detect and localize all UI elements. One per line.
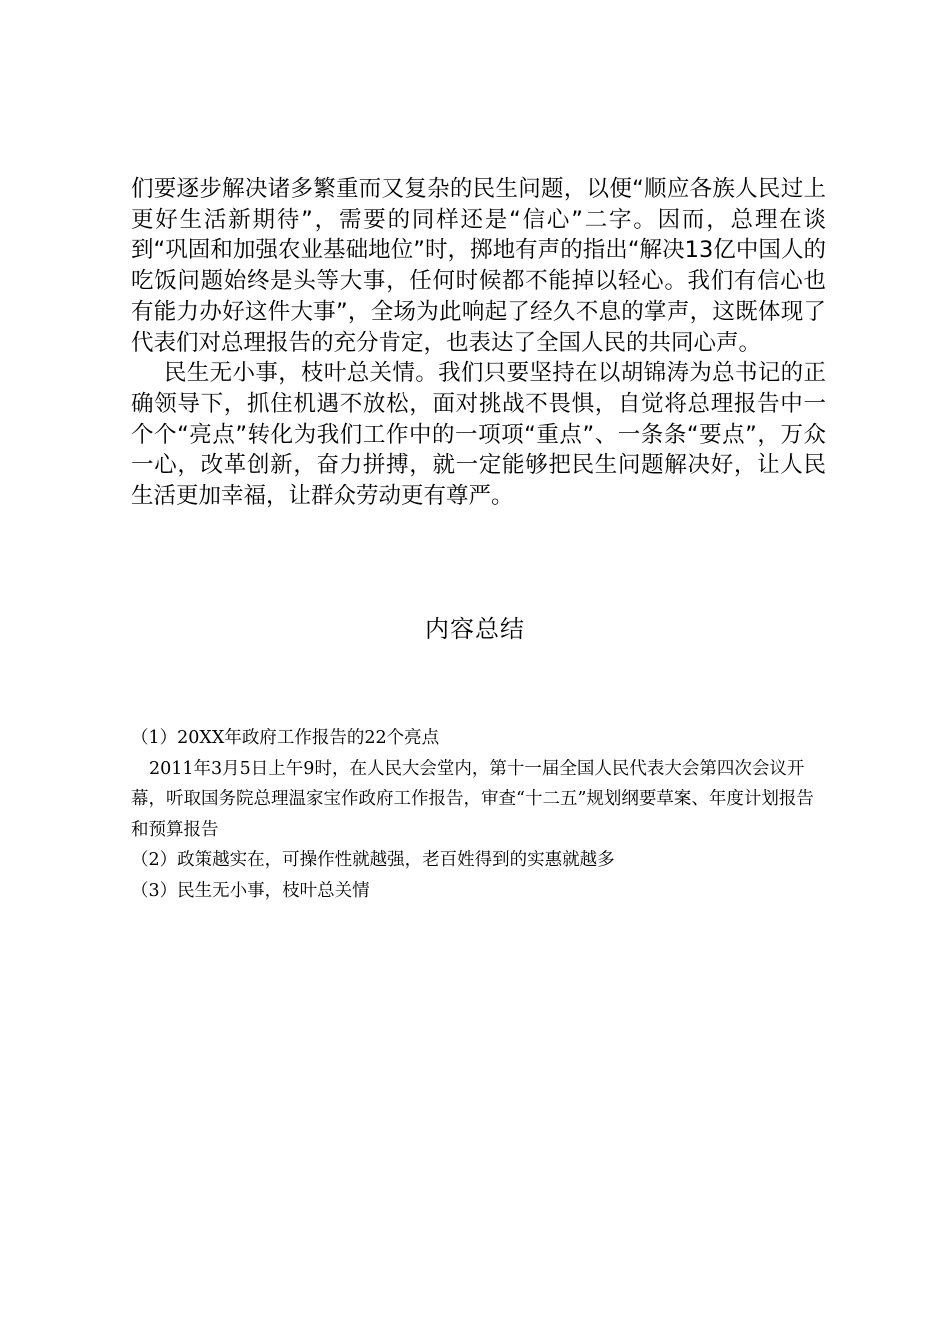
summary-list: [131, 723, 821, 906]
summary-item-1: （1）20XX年政府工作报告的22个亮点: [131, 728, 440, 748]
body-text: [131, 174, 826, 512]
summary-item-2: （2）政策越实在，可操作性就越强，老百姓得到的实惠就越多: [131, 850, 615, 870]
summary-title: 内容总结: [425, 615, 525, 643]
body-paragraph-1: 们要逐步解决诸多繁重而又复杂的民生问题，以便“顺应各族人民过上更好生活新期待”，需要的同样还是“信心”二字。因而，总理在谈到“巩固和加强农业基础地位”时，掷地有声的指出“解决13亿中国人的吃饭问题始终是头等大事，任何时候都不能掉以轻心。我们有信心也有能力办好这件大事”，全场为此响起了经久不息的掌声，这既体现了代表们对总理报告的充分肯定，也表达了全国人民的共同心声。: [131, 176, 826, 356]
body-paragraph-2: 民生无小事，枝叶总关情。我们只要坚持在以胡锦涛为总书记的正确领导下，抓住机遇不放松，面对挑战不畏惧，自觉将总理报告中一个个“亮点”转化为我们工作中的一项项“重点”、一条条“要点”，万众一心，改革创新，奋力拼搏，就一定能够把民生问题解决好，让人民生活更加幸福，让群众劳动更有尊严。: [131, 360, 826, 510]
summary-item-3: （3）民生无小事，枝叶总关情: [131, 880, 370, 901]
summary-item-detail: 2011年3月5日上午9时，在人民大会堂内，第十一届全国人民代表大会第四次会议开幕，听取国务院总理温家宝作政府工作报告，审查“十二五”规划纲要草案、年度计划报告和预算报告: [131, 758, 814, 840]
